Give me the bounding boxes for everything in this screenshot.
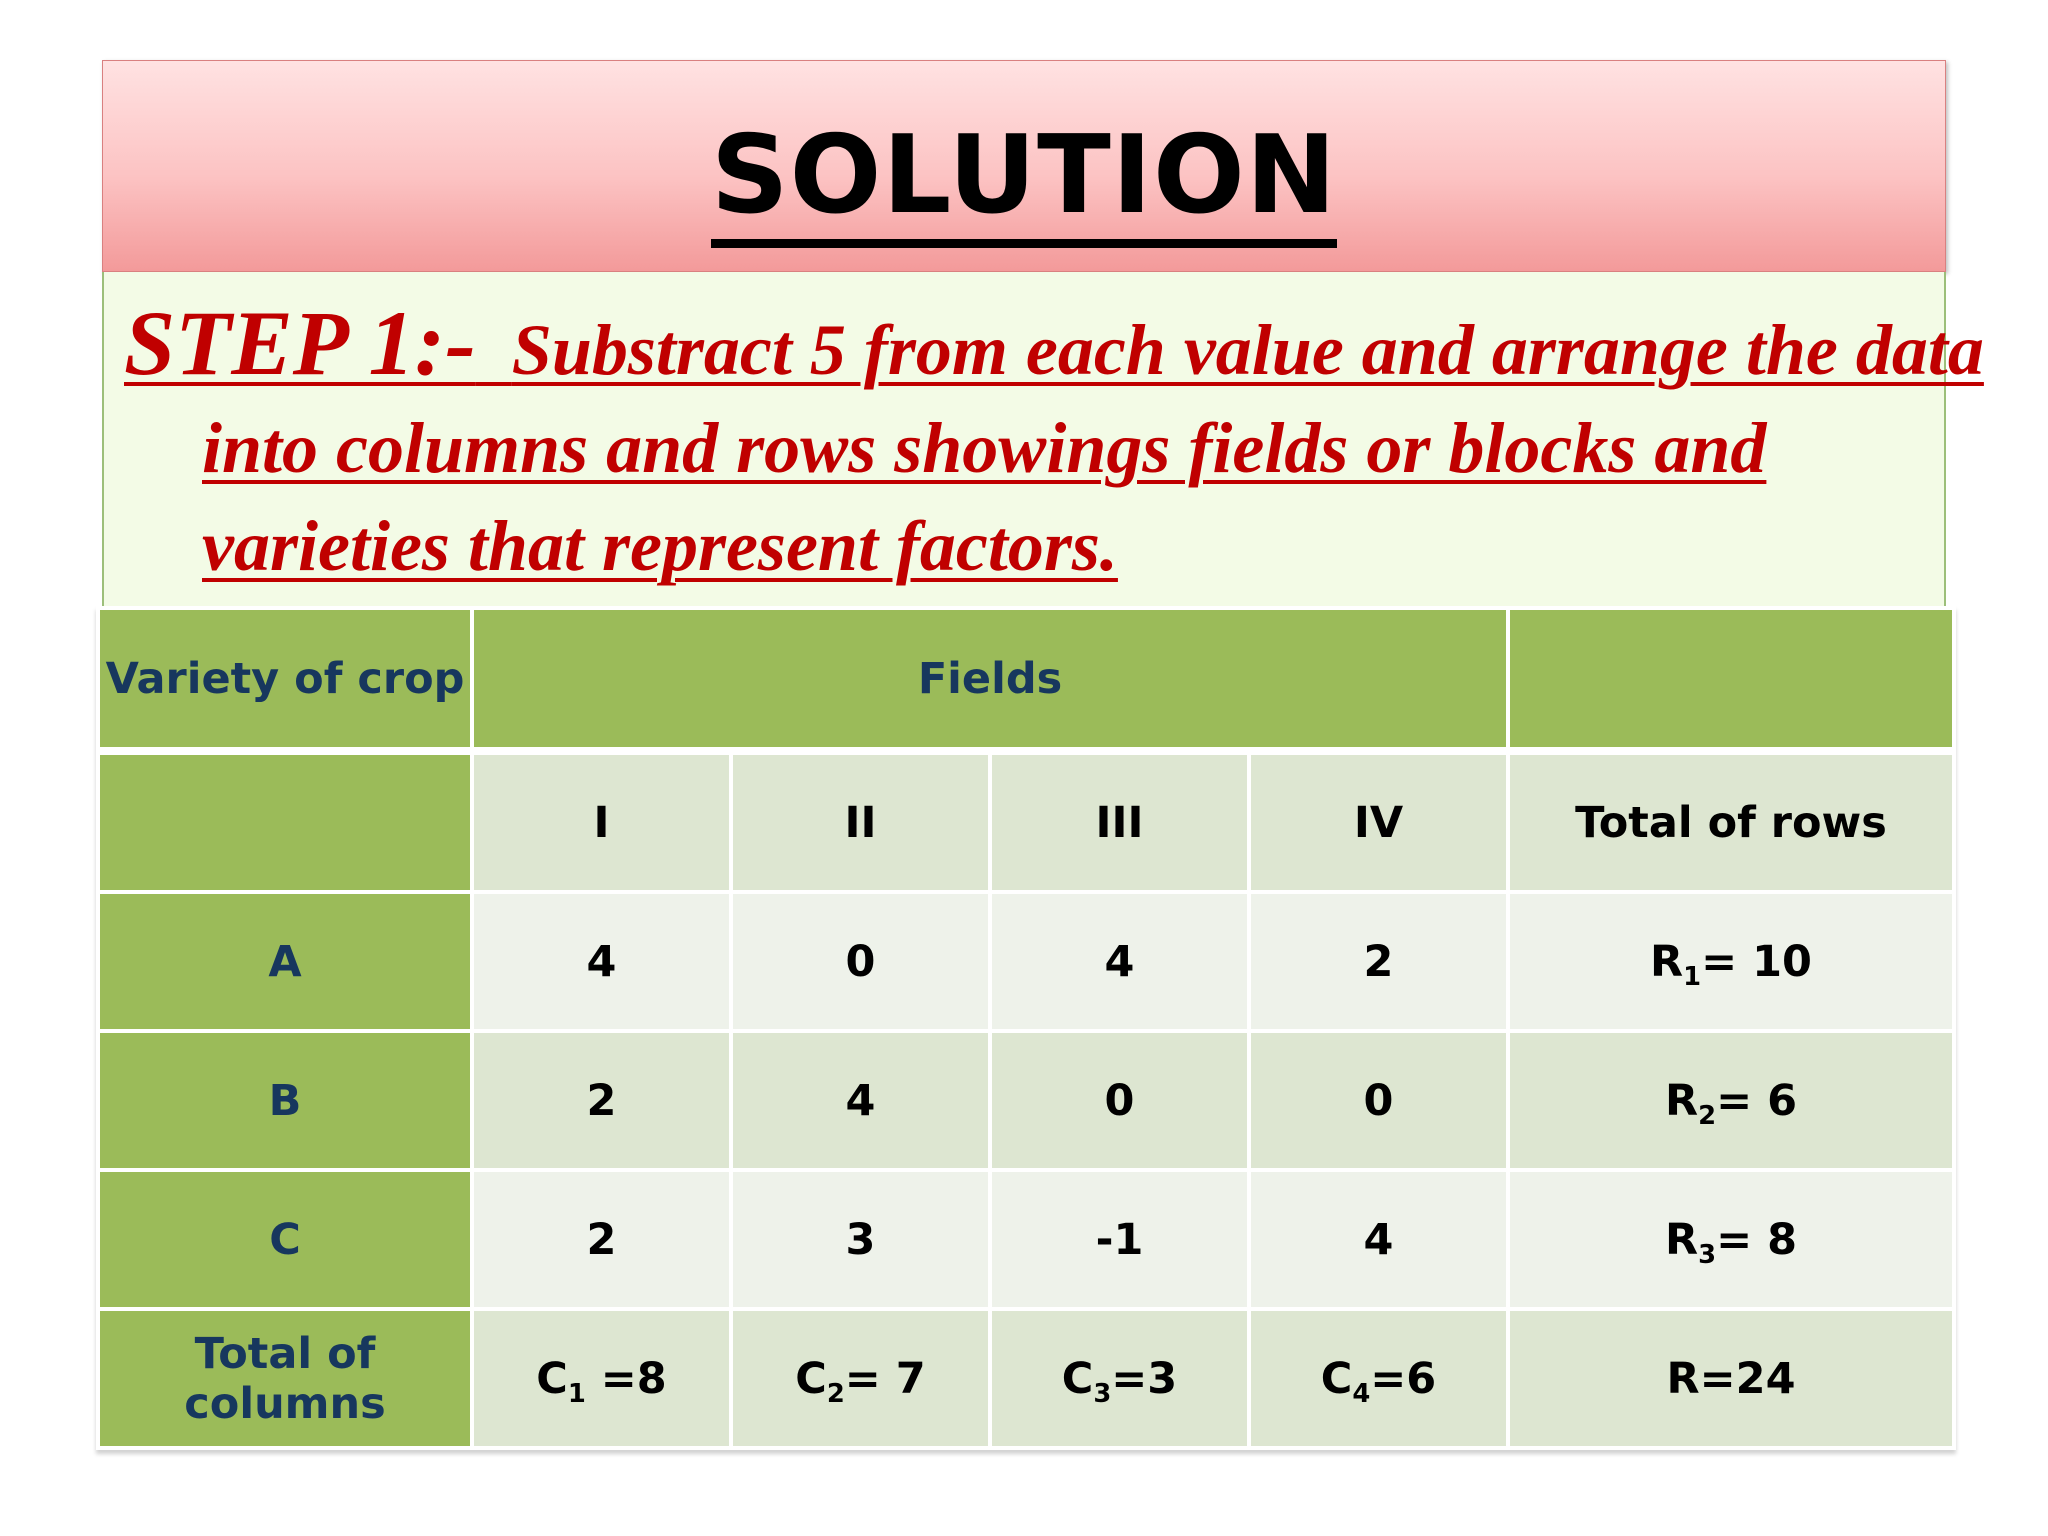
table-cell: 0 (731, 892, 990, 1031)
column-total: $C_3=3$ (990, 1309, 1249, 1448)
page-title: SOLUTION (711, 113, 1337, 248)
field-label: I (472, 751, 731, 892)
step-description: Substract 5 from each value and arrange the data into columns and rows showings fields or blocks and varieties that represent factors. (202, 310, 1984, 586)
title-banner (102, 60, 1946, 272)
table-cell: 4 (731, 1031, 990, 1170)
column-total: $C_1 =8$ (472, 1309, 731, 1448)
table-cell: -1 (990, 1170, 1249, 1309)
header-fields: Fields (472, 608, 1508, 751)
field-label: III (990, 751, 1249, 892)
table-cell: 0 (1249, 1031, 1508, 1170)
step-instruction (124, 294, 2002, 595)
variety-label: A (98, 892, 472, 1031)
table-row (98, 892, 1954, 1031)
row-label-empty (98, 751, 472, 892)
step-label: STEP 1:- (124, 292, 476, 394)
table-header-row (98, 608, 1954, 751)
table-cell: 2 (472, 1170, 731, 1309)
header-blank (1508, 608, 1954, 751)
table-row (98, 1170, 1954, 1309)
table-row (98, 1031, 1954, 1170)
row-total: $R_3= 8$ (1508, 1170, 1954, 1309)
column-total: $C_4=6$ (1249, 1309, 1508, 1448)
step-panel (102, 272, 1984, 606)
row-total: $R_1= 10$ (1508, 892, 1954, 1031)
table-cell: 4 (990, 892, 1249, 1031)
header-variety: Variety of crop (98, 608, 472, 751)
row-total: $R_2= 6$ (1508, 1031, 1954, 1170)
total-columns-label: Total of columns (98, 1309, 472, 1448)
table-row-column-totals (98, 1309, 1954, 1448)
table-cell: 4 (472, 892, 731, 1031)
column-total: $C_2= 7$ (731, 1309, 990, 1448)
table-row-field-labels (98, 751, 1954, 892)
total-rows-label: Total of rows (1508, 751, 1954, 892)
variety-label: B (98, 1031, 472, 1170)
table-cell: 3 (731, 1170, 990, 1309)
variety-label: C (98, 1170, 472, 1309)
table-cell: 2 (472, 1031, 731, 1170)
data-table (96, 606, 1956, 1450)
grand-total: R=24 (1508, 1309, 1954, 1448)
field-label: II (731, 751, 990, 892)
table-cell: 4 (1249, 1170, 1508, 1309)
field-label: IV (1249, 751, 1508, 892)
table-cell: 0 (990, 1031, 1249, 1170)
table-cell: 2 (1249, 892, 1508, 1031)
